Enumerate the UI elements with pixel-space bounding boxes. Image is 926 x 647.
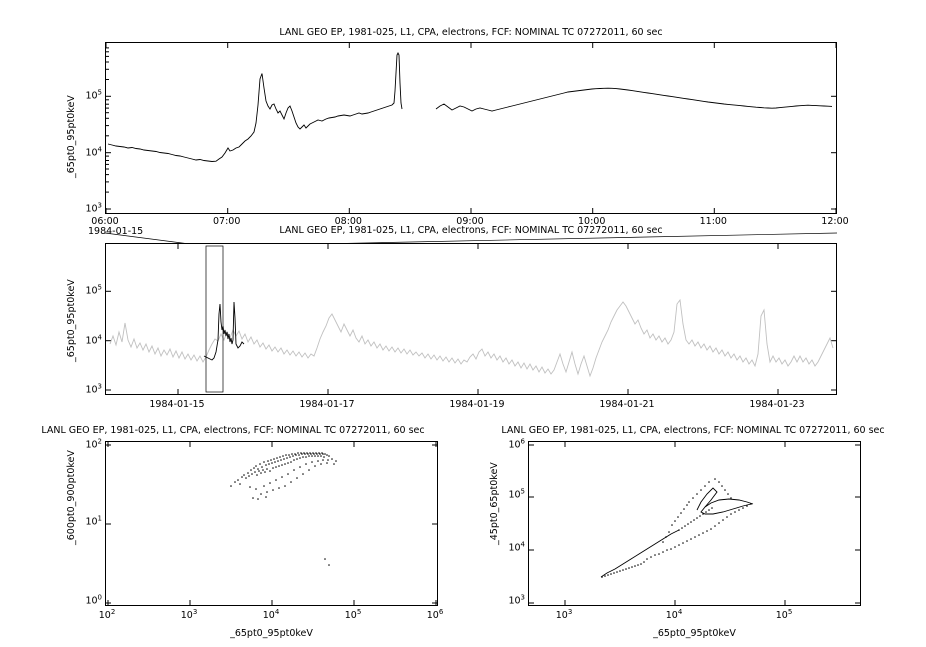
- panel-top-date-label: 1984-01-15: [88, 226, 144, 237]
- panel-context-xtick-3: 1984-01-21: [599, 399, 655, 410]
- panel-top-xtick-4: 10:00: [577, 216, 606, 227]
- panel-context-axes[interactable]: [105, 243, 837, 395]
- panel-scatter-left-xtick-4: $10^6$: [426, 608, 444, 622]
- panel-context-plot: [106, 244, 836, 394]
- panel-scatter-right-title: LANL GEO EP, 1981-025, L1, CPA, electrons, FCF: NOMINAL TC 07272011, 60 sec: [501, 425, 885, 436]
- panel-scatter-right-xtick-1: $10^4$: [665, 608, 683, 622]
- panel-scatter-left-plot: [106, 442, 437, 605]
- panel-context-xtick-1: 1984-01-17: [299, 399, 355, 410]
- panel-scatter-left-ytick-1e0: $10^0$: [85, 593, 102, 607]
- panel-scatter-left-title: LANL GEO EP, 1981-025, L1, CPA, electrons, FCF: NOMINAL TC 07272011, 60 sec: [41, 425, 425, 436]
- panel-scatter-left-xlabel: _65pt0_95pt0keV: [230, 628, 313, 639]
- scatter-points-left: [230, 452, 337, 566]
- panel-scatter-right-ytick-1e4: $10^4$: [508, 540, 525, 554]
- panel-top-plot: [106, 43, 836, 213]
- panel-top-xtick-0: 06:00: [91, 216, 119, 227]
- panel-top-ytick-1e5: $10^5$: [85, 88, 102, 102]
- panel-context-xtick-0: 1984-01-15: [149, 399, 205, 410]
- panel-scatter-right-xlabel: _65pt0_95pt0keV: [653, 628, 736, 639]
- panel-top-title: LANL GEO EP, 1981-025, L1, CPA, electrons, FCF: NOMINAL TC 07272011, 60 sec: [279, 27, 663, 38]
- panel-top-xtick-3: 09:00: [456, 216, 484, 227]
- panel-context-ytick-1e5: $10^5$: [85, 283, 102, 297]
- panel-scatter-right-axes[interactable]: [528, 441, 861, 606]
- panel-context-ytick-1e4: $10^4$: [85, 333, 102, 347]
- panel-scatter-left-xtick-1: $10^3$: [180, 608, 198, 622]
- panel-scatter-right-ytick-1e6: $10^6$: [508, 437, 525, 451]
- panel-scatter-left-axes[interactable]: [105, 441, 438, 606]
- panel-context-title: LANL GEO EP, 1981-025, L1, CPA, electrons, FCF: NOMINAL TC 07272011, 60 sec: [279, 225, 663, 236]
- scatter-points-right: [601, 478, 752, 578]
- panel-context-xtick-4: 1984-01-23: [749, 399, 805, 410]
- panel-top-ytick-1e3: $10^3$: [85, 201, 102, 215]
- panel-scatter-right-plot: [529, 442, 860, 605]
- panel-top-ytick-1e4: $10^4$: [85, 145, 102, 159]
- panel-scatter-right-xtick-2: $10^5$: [775, 608, 793, 622]
- panel-scatter-right-ytick-1e3: $10^3$: [508, 593, 525, 607]
- panel-scatter-left-xtick-0: $10^2$: [98, 608, 116, 622]
- panel-top-xtick-2: 08:00: [334, 216, 362, 227]
- panel-top-axes[interactable]: [105, 42, 837, 214]
- panel-context-ylabel: _65pt0_95pt0keV: [66, 279, 77, 362]
- panel-scatter-left-ytick-1e1: $10^1$: [85, 514, 102, 528]
- panel-top-ylabel: _65pt0_95pt0keV: [66, 95, 77, 178]
- panel-scatter-right-ytick-1e5: $10^5$: [508, 487, 525, 501]
- panel-top-xtick-1: 07:00: [212, 216, 241, 227]
- panel-scatter-left-xtick-3: $10^5$: [344, 608, 362, 622]
- panel-scatter-right-xtick-0: $10^3$: [555, 608, 573, 622]
- panel-scatter-left-ylabel: _600pt0_900pt0keV: [66, 450, 77, 545]
- panel-top-xtick-5: 11:00: [699, 216, 727, 227]
- panel-scatter-right-ylabel: _45pt0_65pt0keV: [489, 462, 500, 545]
- panel-scatter-left-xtick-2: $10^4$: [262, 608, 280, 622]
- panel-context-xtick-2: 1984-01-19: [449, 399, 505, 410]
- panel-scatter-left-ytick-1e2: $10^2$: [85, 437, 102, 451]
- panel-context-ytick-1e3: $10^3$: [85, 382, 102, 396]
- panel-top-xtick-6: 12:00: [821, 216, 849, 227]
